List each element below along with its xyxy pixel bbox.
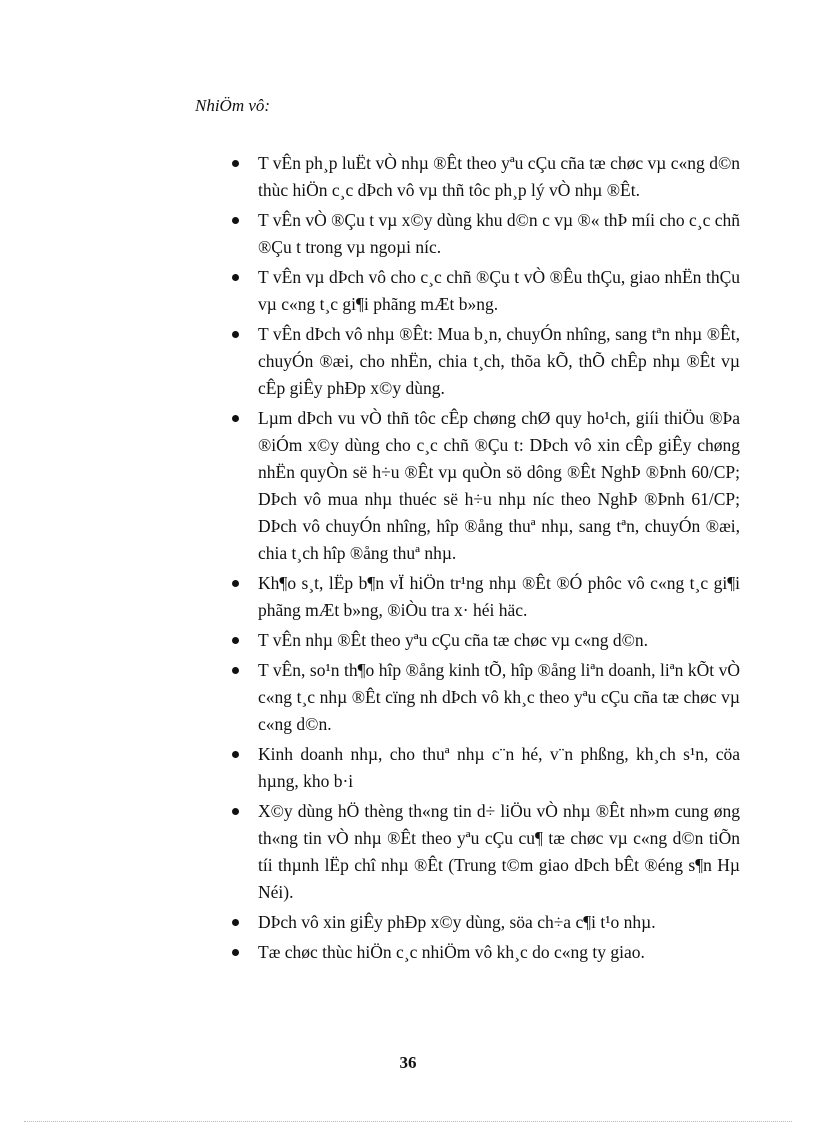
list-item [228,627,740,654]
list-item-text: DÞch vô xin giÊy phÐp x©y dùng, söa ch÷a c¶i t¹o nhµ. [258,912,656,932]
list-item-text: T vÊn vÒ ®Çu t vµ x©y dùng khu d©n c vµ ®« thÞ míi cho c¸c chñ ®Çu t trong vµ ngoµi níc. [258,210,740,257]
bullet-icon [232,949,239,956]
bullet-icon [232,637,239,644]
section-heading: NhiÖm vô: [195,96,271,115]
duty-list [228,150,740,969]
list-item [228,150,740,204]
bullet-icon [232,667,239,674]
list-item [228,321,740,402]
bullet-icon [232,331,239,338]
list-item-text: Lµm dÞch vu vÒ thñ tôc cÊp chøng chØ quy ho¹ch, giíi thiÖu ®Þa ®iÓm x©y dùng cho c¸c chñ ®Çu t: DÞch vô xin cÊp giÊy chøng nhËn quyÒn së h÷u ®Êt vµ quÒn sö dông ®Êt NghÞ ®Þnh 60/CP; DÞch vô mua nhµ thuéc së h÷u nhµ níc theo NghÞ ®Þnh 61/CP; DÞch vô chuyÓn nhîng, hîp ®ång thuª nhµ, sang tªn, chuyÓn ®æi, chia t¸ch hîp ®ång thuª nhµ. [258,408,740,563]
list-item-text: T vÊn ph¸p luËt vÒ nhµ ®Êt theo yªu cÇu cña tæ chøc vµ c«ng d©n thùc hiÖn c¸c dÞch vô vµ thñ tôc ph¸p lý vÒ nhµ ®Êt. [258,153,740,200]
page-number: 36 [399,1053,417,1072]
list-item [228,741,740,795]
bullet-icon [232,919,239,926]
bullet-icon [232,274,239,281]
list-item-text: T vÊn dÞch vô nhµ ®Êt: Mua b¸n, chuyÓn nhîng, sang tªn nhµ ®Êt, chuyÓn ®æi, cho nhËn, chia t¸ch, thõa kÕ, thÕ chÊp nhµ ®Êt vµ cÊp giÊy phÐp x©y dùng. [258,324,740,398]
bullet-icon [232,808,239,815]
list-item [228,570,740,624]
list-item-text: Tæ chøc thùc hiÖn c¸c nhiÖm vô kh¸c do c«ng ty giao. [258,942,645,962]
bullet-icon [232,580,239,587]
list-item [228,264,740,318]
bullet-icon [232,751,239,758]
bullet-icon [232,160,239,167]
list-item [228,405,740,567]
list-item [228,207,740,261]
list-item-text: X©y dùng hÖ thèng th«ng tin d÷ liÖu vÒ nhµ ®Êt nh»m cung øng th«ng tin vÒ nhµ ®Êt theo yªu cÇu cu¶ tæ chøc vµ c«ng d©n tiÕn tíi thµnh lËp chî nhµ ®Êt (Trung t©m giao dÞch bÊt ®éng s¶n Hµ Néi). [258,801,740,902]
list-item [228,939,740,966]
list-item-text: T vÊn, so¹n th¶o hîp ®ång kinh tÕ, hîp ®ång liªn doanh, liªn kÕt vÒ c«ng t¸c nhµ ®Êt cïng nh dÞch vô kh¸c theo yªu cÇu cña tæ chøc vµ c«ng d©n. [258,660,740,734]
list-item-text: Kh¶o s¸t, lËp b¶n vÏ hiÖn tr¹ng nhµ ®Êt ®Ó phôc vô c«ng t¸c gi¶i phãng mÆt b»ng, ®iÒu tra x· héi häc. [258,573,740,620]
bullet-icon [232,415,239,422]
list-item [228,798,740,906]
bullet-icon [232,217,239,224]
list-item [228,909,740,936]
list-item-text: T vÊn nhµ ®Êt theo yªu cÇu cña tæ chøc vµ c«ng d©n. [258,630,649,650]
list-item-text: Kinh doanh nhµ, cho thuª nhµ c¨n hé, v¨n phßng, kh¸ch s¹n, cöa hµng, kho b·i [258,744,740,791]
page-bottom-divider [24,1121,792,1122]
list-item [228,657,740,738]
list-item-text: T vÊn vµ dÞch vô cho c¸c chñ ®Çu t vÒ ®Êu thÇu, giao nhËn thÇu vµ c«ng t¸c gi¶i phãng mÆt b»ng. [258,267,740,314]
